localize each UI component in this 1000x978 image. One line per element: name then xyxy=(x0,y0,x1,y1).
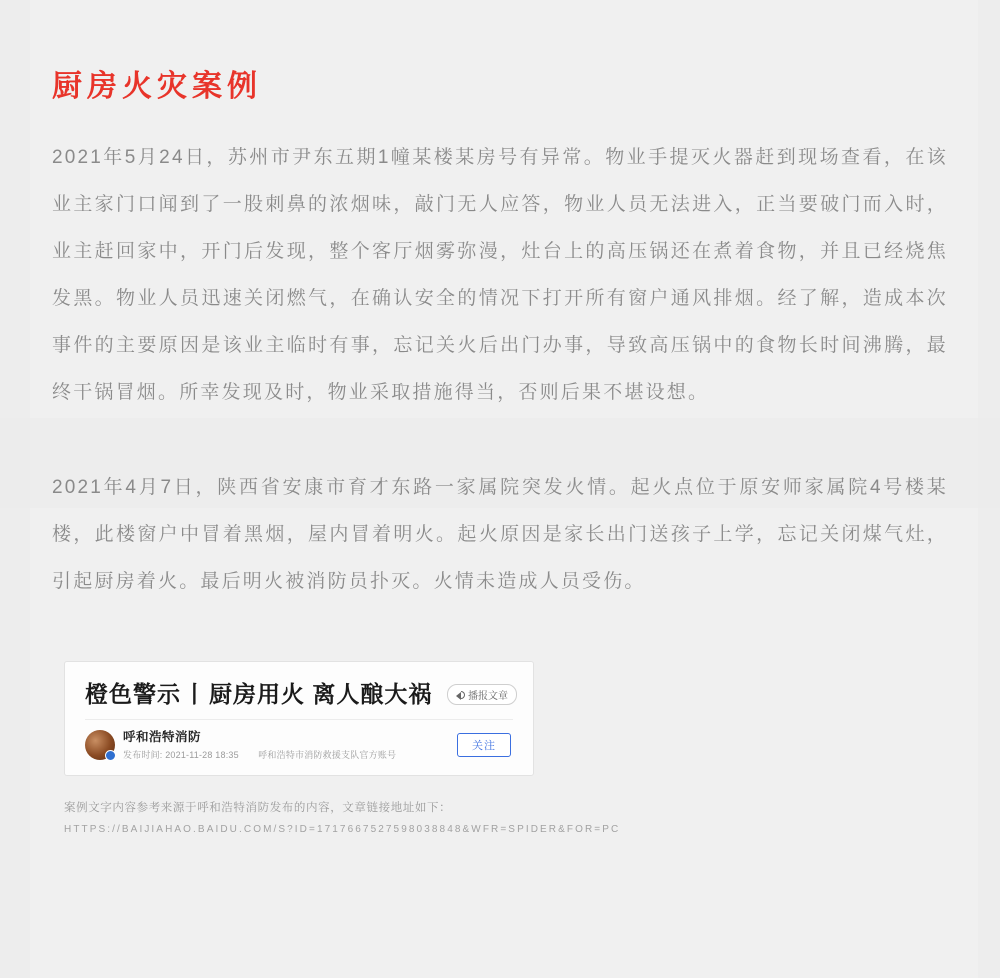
follow-button[interactable]: 关注 xyxy=(457,733,511,757)
embedded-article-card-wrapper xyxy=(52,661,948,776)
author-name[interactable]: 呼和浩特消防 xyxy=(123,729,202,744)
card-divider xyxy=(85,719,513,720)
source-note-url[interactable]: HTTPS://BAIJIAHAO.BAIDU.COM/S?ID=1717667527598038848&WFR=SPIDER&FOR=PC xyxy=(64,823,621,835)
case-paragraph-1: 2021年5月24日，苏州市尹东五期1幢某楼某房号有异常。物业手提灭火器赶到现场查看，在该业主家门口闻到了一股刺鼻的浓烟味，敲门无人应答，物业人员无法进入，正当要破门而入时，业主赶回家中，开门后发现，整个客厅烟雾弥漫，灶台上的高压锅还在煮着食物，并且已经烧焦发黑。物业人员迅速关闭燃气，在确认安全的情况下打开所有窗户通风排烟。经了解，造成本次事件的主要原因是该业主临时有事，忘记关火后出门办事，导致高压锅中的食物长时间沸腾，最终干锅冒烟。所幸发现及时，物业采取措施得当，否则后果不堪设想。 xyxy=(52,147,948,403)
case-paragraph-2: 2021年4月7日，陕西省安康市育才东路一家属院突发火情。起火点位于原安师家属院4号楼某楼，此楼窗户中冒着黑烟，屋内冒着明火。起火原因是家长出门送孩子上学，忘记关闭煤气灶，引起厨房着火。最后明火被消防员扑灭。火情未造成人员受伤。 xyxy=(52,477,948,592)
article-headline-part2: 厨房用火 离人酿大祸 xyxy=(209,681,433,707)
listen-article-button[interactable] xyxy=(447,684,517,705)
article-headline-part1: 橙色警示 xyxy=(85,681,181,707)
page-title: 厨房火灾案例 xyxy=(52,70,262,103)
article-author-row xyxy=(85,729,513,761)
article-card[interactable] xyxy=(64,661,534,776)
author-account-desc: 呼和浩特市消防救援支队官方账号 xyxy=(258,749,397,760)
author-text-block xyxy=(123,729,396,761)
publish-time-value: 2021-11-28 18:35 xyxy=(165,749,239,760)
avatar[interactable] xyxy=(85,730,115,760)
publish-time-label: 发布时间: xyxy=(123,749,163,760)
verified-badge-icon xyxy=(105,750,116,761)
source-note xyxy=(52,798,948,839)
source-note-text: 案例文字内容参考来源于呼和浩特消防发布的内容，文章链接地址如下： xyxy=(64,801,452,814)
article-headline-divider: 丨 xyxy=(183,681,207,707)
author-meta-line xyxy=(123,749,396,761)
speaker-icon xyxy=(456,690,465,699)
listen-article-label: 播报文章 xyxy=(468,691,508,702)
